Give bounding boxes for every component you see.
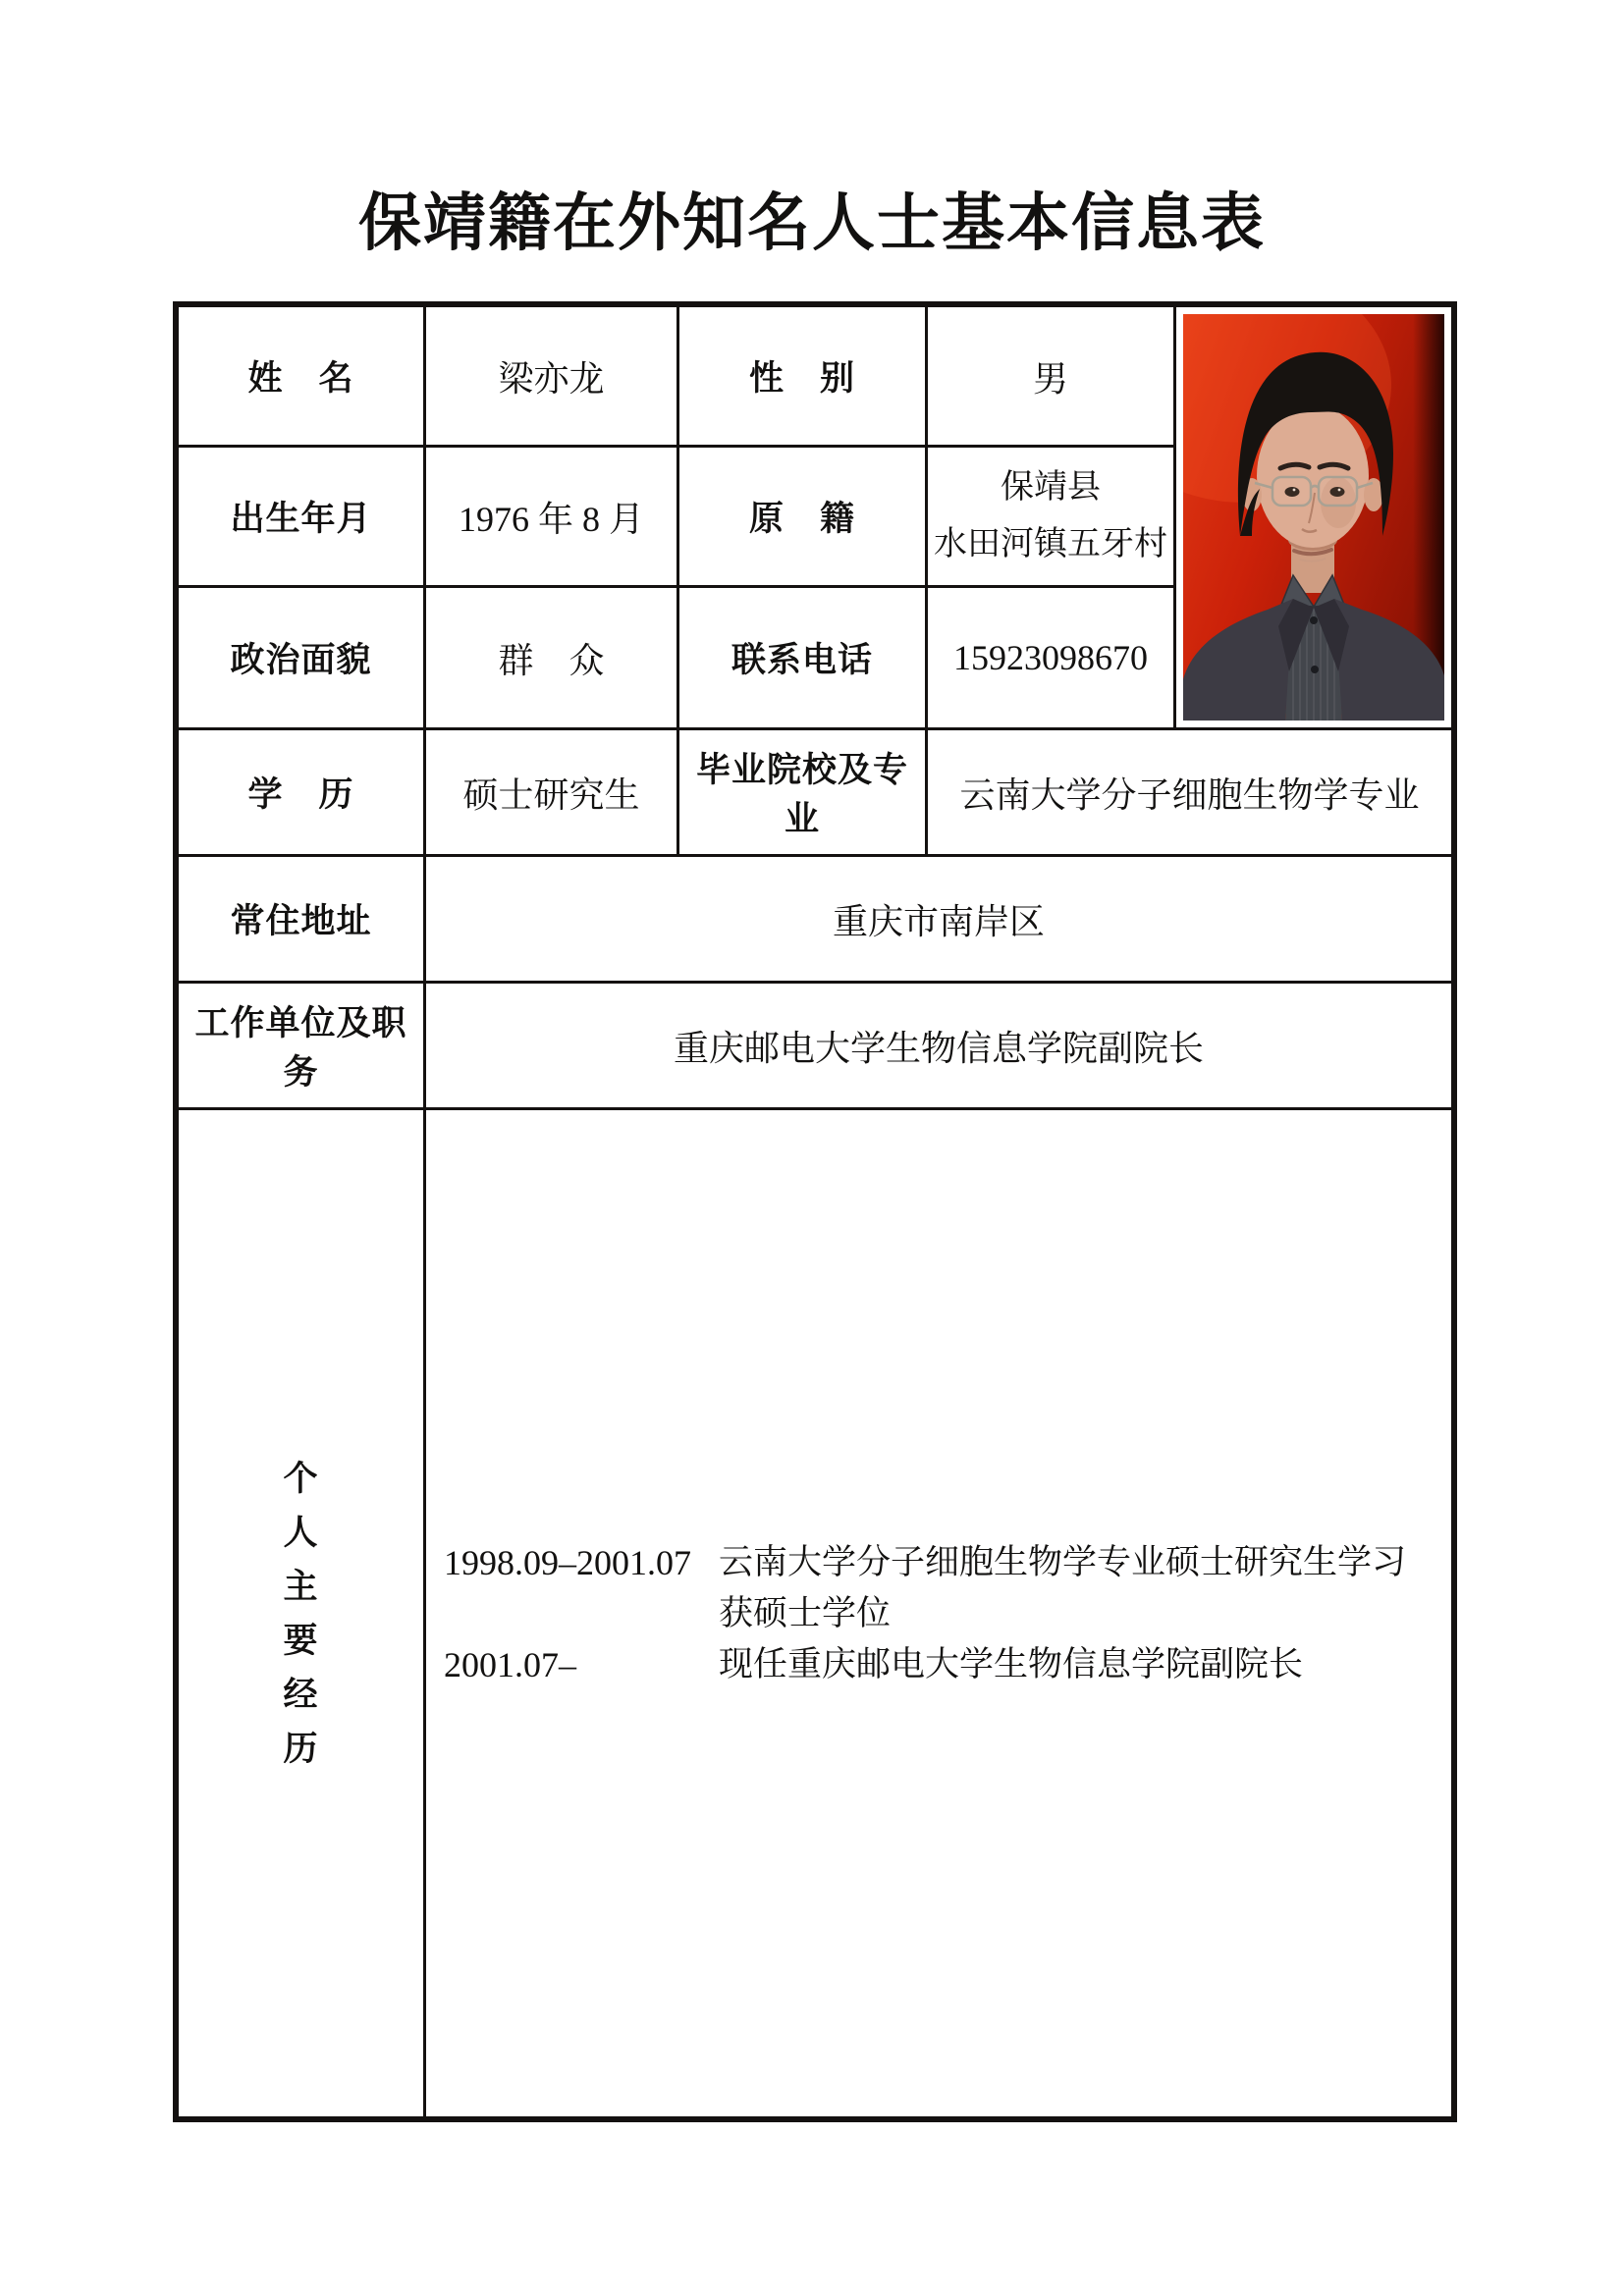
experience-entry xyxy=(444,1537,1428,1639)
form-title: 保靖籍在外知名人士基本信息表 xyxy=(358,188,1266,258)
experience-label-char: 经 xyxy=(283,1675,319,1714)
phone-value: 15923098670 xyxy=(928,588,1176,730)
experience-entry xyxy=(444,1639,1428,1690)
origin-value xyxy=(928,448,1176,588)
id-photo-image xyxy=(1183,314,1444,721)
address-value: 重庆市南岸区 xyxy=(426,857,1451,984)
experience-period: 2001.07– xyxy=(444,1644,576,1684)
experience-label-char: 人 xyxy=(283,1513,319,1552)
origin-label: 原 籍 xyxy=(679,448,928,588)
work-label: 工作单位及职务 xyxy=(179,984,426,1110)
info-table xyxy=(173,301,1457,2122)
experience-label-char: 历 xyxy=(283,1729,319,1768)
name-label: 姓 名 xyxy=(179,307,426,448)
experience-label-char: 主 xyxy=(283,1567,319,1606)
school-label: 毕业院校及专业 xyxy=(679,730,928,857)
experience-description: 云南大学分子细胞生物学专业硕士研究生学习获硕士学位 xyxy=(719,1542,1407,1632)
address-label: 常住地址 xyxy=(179,857,426,984)
school-value: 云南大学分子细胞生物学专业 xyxy=(928,730,1451,857)
political-label: 政治面貌 xyxy=(179,588,426,730)
work-value: 重庆邮电大学生物信息学院副院长 xyxy=(426,984,1451,1110)
experience-entries xyxy=(444,1537,1428,1690)
birth-label: 出生年月 xyxy=(179,448,426,588)
education-label: 学 历 xyxy=(179,730,426,857)
gender-label: 性 别 xyxy=(679,307,928,448)
political-value: 群 众 xyxy=(426,588,679,730)
experience-description: 现任重庆邮电大学生物信息学院副院长 xyxy=(719,1644,1304,1683)
origin-value-line2: 水田河镇五牙村 xyxy=(934,526,1167,562)
experience-label-char: 要 xyxy=(283,1621,319,1660)
birth-value: 1976 年 8 月 xyxy=(426,448,679,588)
education-value: 硕士研究生 xyxy=(426,730,679,857)
origin-value-line1: 保靖县 xyxy=(1001,469,1101,506)
phone-label: 联系电话 xyxy=(679,588,928,730)
experience-label-char: 个 xyxy=(283,1459,319,1498)
id-photo xyxy=(1176,307,1451,730)
name-value: 梁亦龙 xyxy=(426,307,679,448)
experience-period: 1998.09–2001.07 xyxy=(444,1542,691,1582)
experience-content xyxy=(426,1110,1451,2116)
gender-value: 男 xyxy=(928,307,1176,448)
experience-label xyxy=(179,1110,426,2116)
